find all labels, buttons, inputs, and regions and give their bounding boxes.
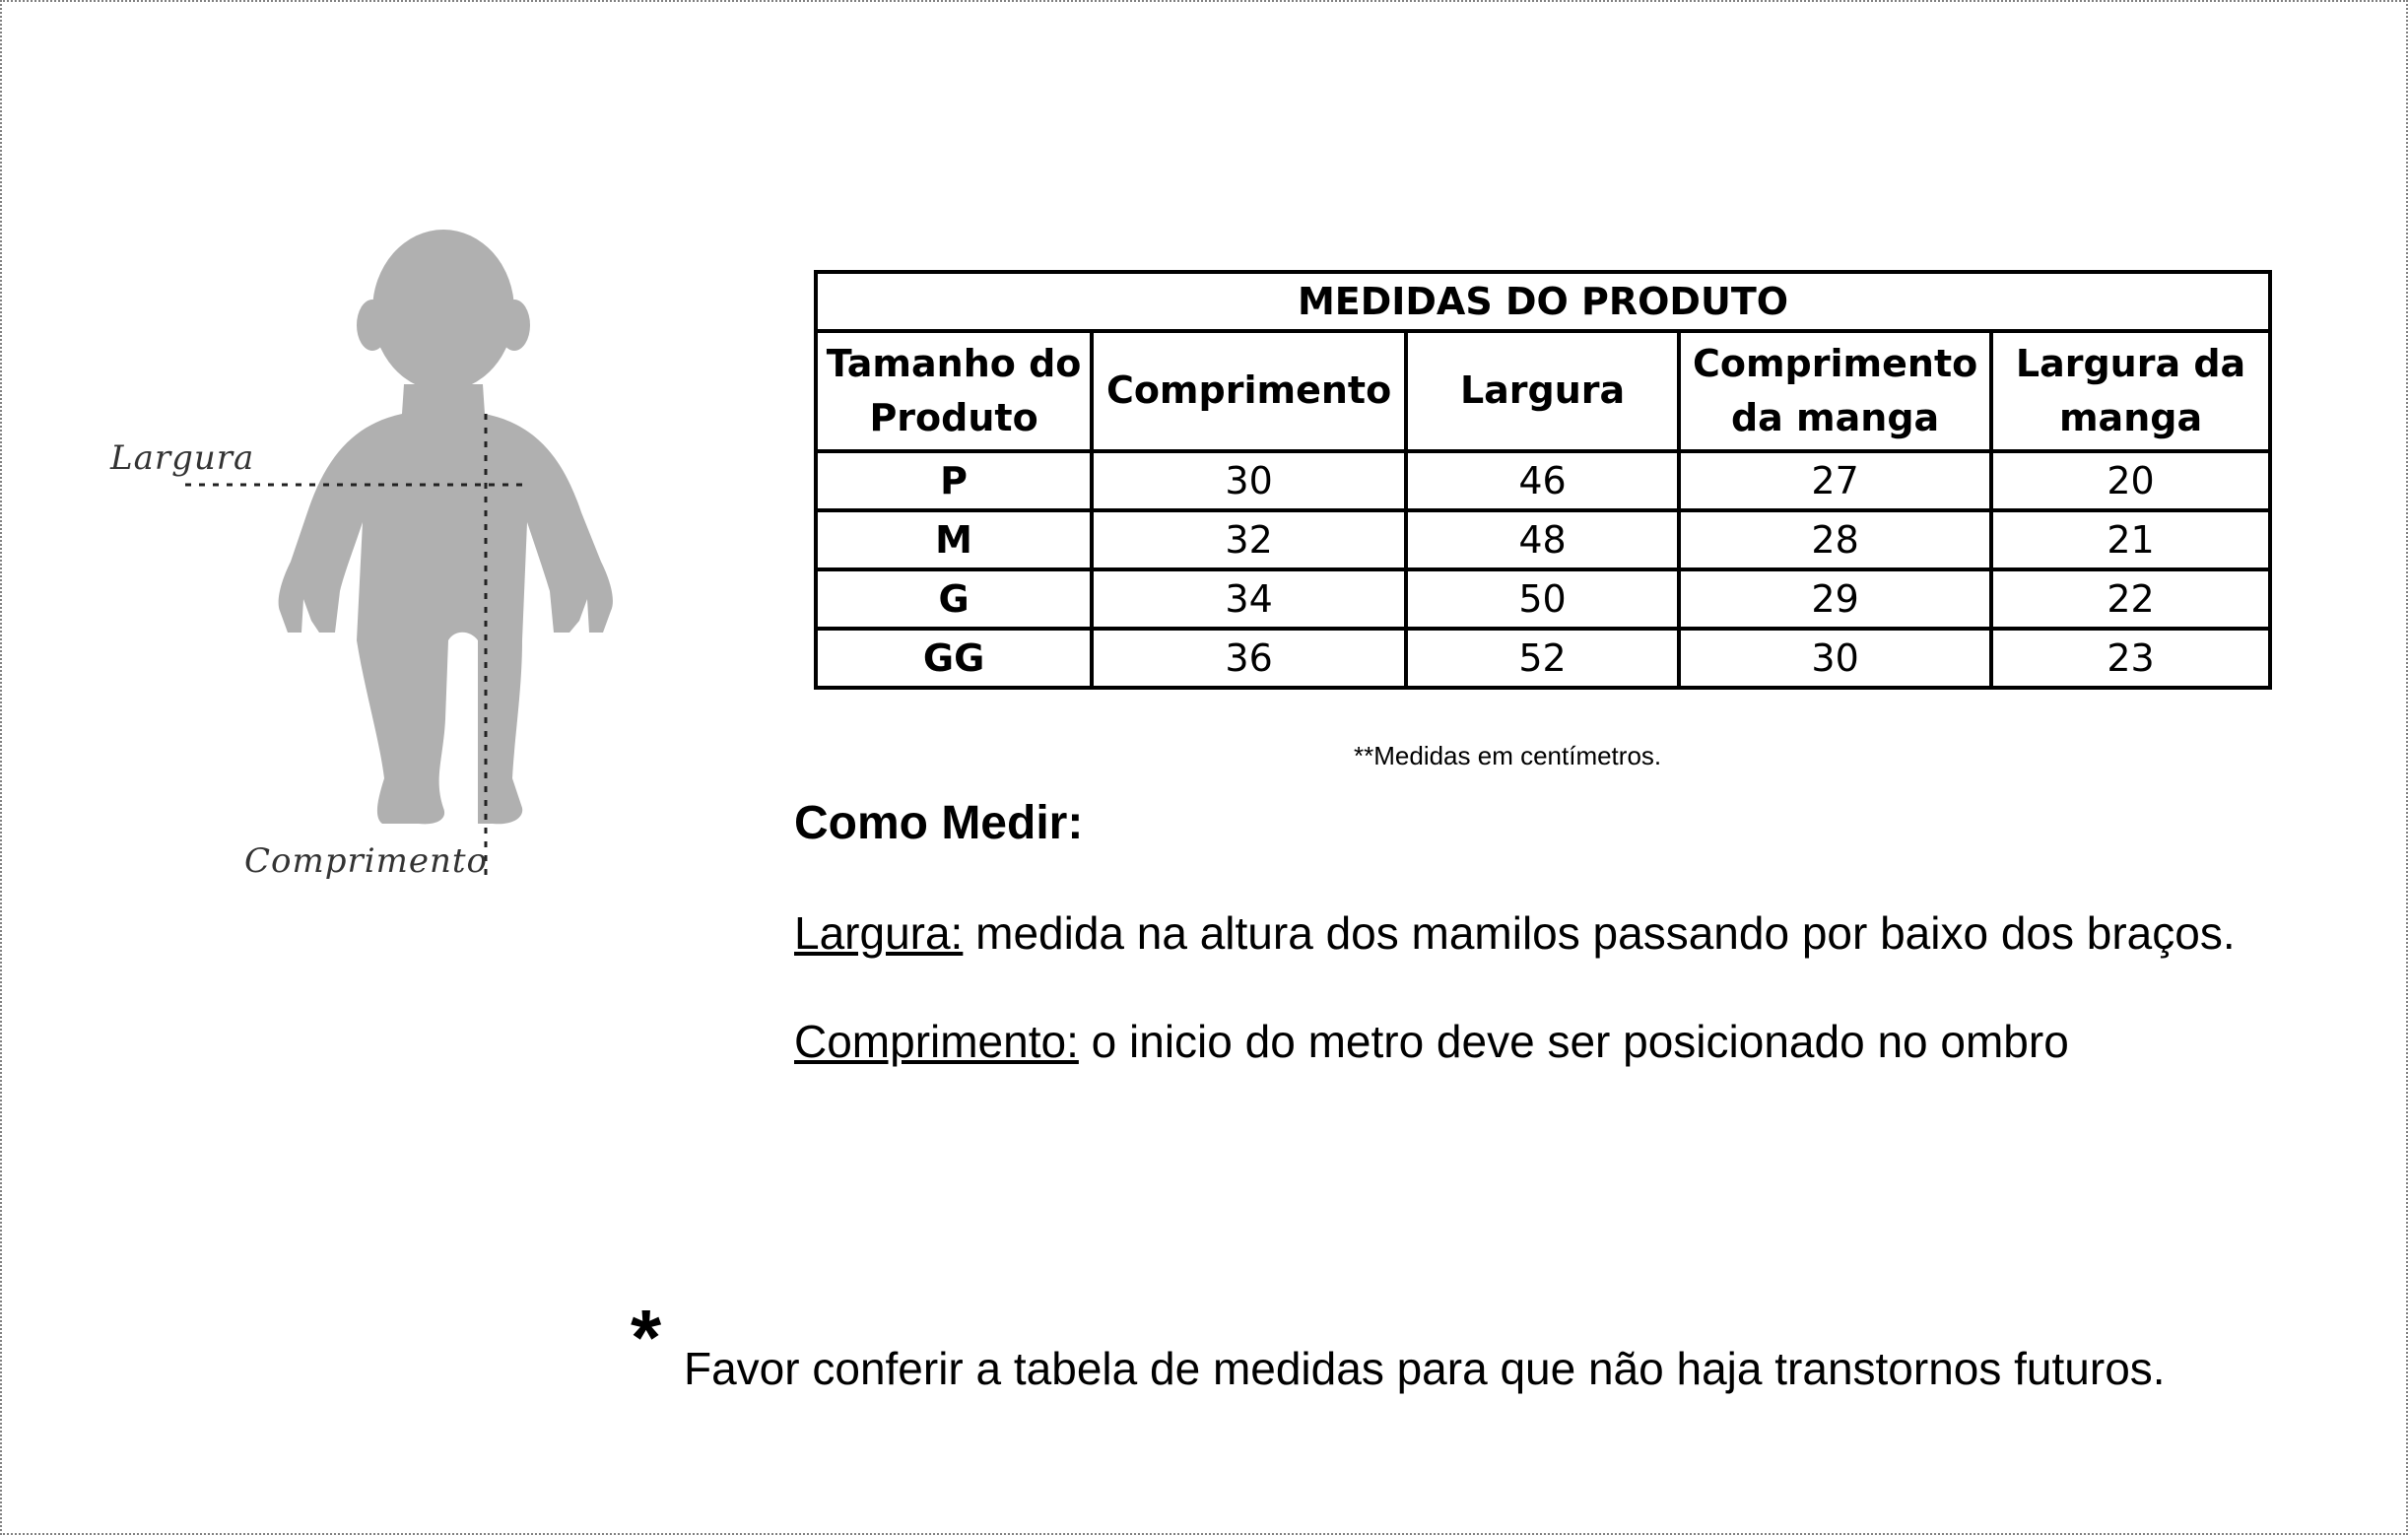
width-description: medida na altura dos mamilos passando por baixo dos braços.	[963, 907, 2236, 959]
sleeve-length-cell: 30	[1679, 629, 1991, 688]
length-cell: 30	[1092, 451, 1406, 510]
header-sleeve-width: Largura da manga	[1991, 331, 2270, 451]
baby-measurement-figure	[99, 227, 650, 916]
width-cell: 46	[1406, 451, 1679, 510]
length-description: o inicio do metro deve ser posicionado no ombro	[1078, 1016, 2069, 1067]
how-to-measure-title: Como Medir:	[794, 797, 1084, 849]
sleeve-width-cell: 22	[1991, 569, 2270, 629]
table-row	[816, 510, 2270, 569]
width-cell: 48	[1406, 510, 1679, 569]
baby-silhouette	[99, 227, 650, 916]
width-cell: 50	[1406, 569, 1679, 629]
sleeve-width-cell: 20	[1991, 451, 2270, 510]
length-label: Comprimento	[244, 841, 489, 881]
width-instruction	[794, 906, 2236, 960]
footer-warning: Favor conferir a tabela de medidas para que não haja transtornos futuros.	[684, 1343, 2166, 1394]
table-row	[816, 629, 2270, 688]
units-note: **Medidas em centímetros.	[1354, 741, 1662, 770]
size-cell: G	[816, 569, 1092, 629]
header-width: Largura	[1406, 331, 1679, 451]
size-cell: GG	[816, 629, 1092, 688]
length-cell: 32	[1092, 510, 1406, 569]
sleeve-width-cell: 23	[1991, 629, 2270, 688]
asterisk-mark: *	[631, 1294, 662, 1381]
table-title: MEDIDAS DO PRODUTO	[816, 272, 2270, 331]
size-cell: M	[816, 510, 1092, 569]
header-length: Comprimento	[1092, 331, 1406, 451]
width-term: Largura:	[794, 907, 964, 959]
sleeve-width-cell: 21	[1991, 510, 2270, 569]
width-cell: 52	[1406, 629, 1679, 688]
sleeve-length-cell: 27	[1679, 451, 1991, 510]
table-row	[816, 451, 2270, 510]
size-cell: P	[816, 451, 1092, 510]
length-cell: 36	[1092, 629, 1406, 688]
header-sleeve-length: Comprimento da manga	[1679, 331, 1991, 451]
sleeve-length-cell: 29	[1679, 569, 1991, 629]
length-instruction	[794, 1015, 2069, 1068]
header-size: Tamanho do Produto	[816, 331, 1092, 451]
length-term: Comprimento:	[794, 1016, 1079, 1067]
table-row	[816, 569, 2270, 629]
sleeve-length-cell: 28	[1679, 510, 1991, 569]
size-table	[814, 270, 2272, 690]
length-cell: 34	[1092, 569, 1406, 629]
width-label: Largura	[110, 438, 255, 478]
